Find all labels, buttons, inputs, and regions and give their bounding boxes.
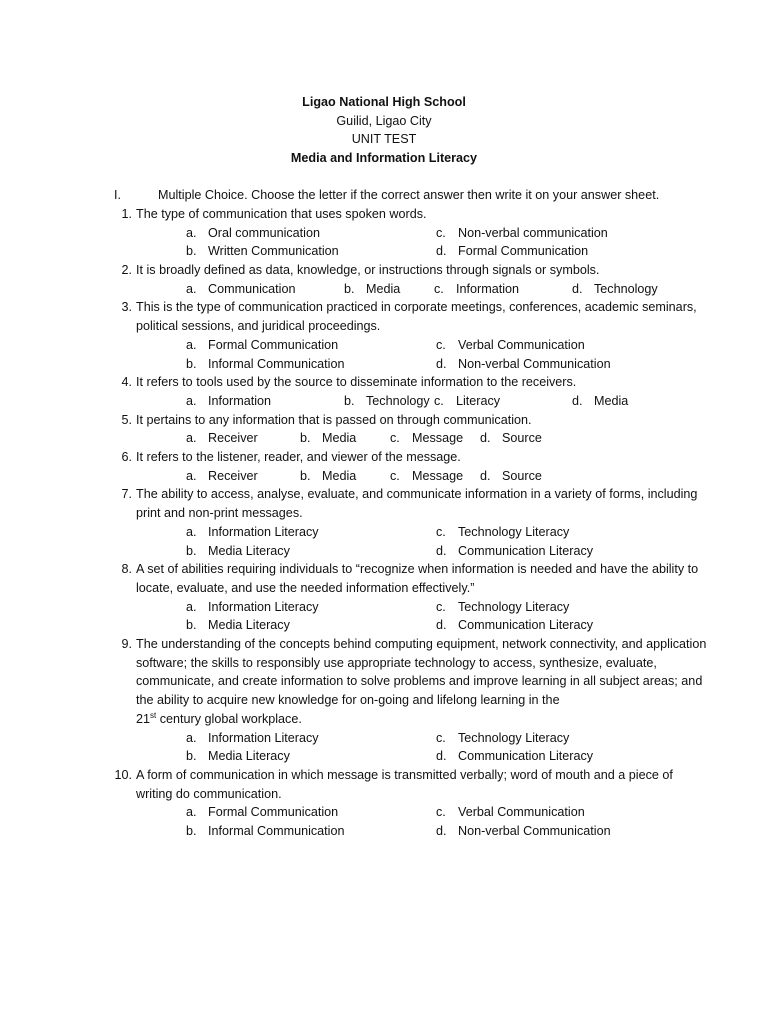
option-text: Technology Literacy xyxy=(458,599,570,614)
question-item xyxy=(108,411,708,448)
question-text: A form of communication in which message is transmitted verbally; word of mouth and a piece of writing do communication. xyxy=(136,767,673,801)
option-text: Informal Communication xyxy=(208,356,345,371)
option-text: Communication Literacy xyxy=(458,749,594,764)
question-item xyxy=(108,448,708,485)
question-text: It pertains to any information that is passed on through communication. xyxy=(136,412,532,427)
options-row xyxy=(136,242,708,261)
option-letter: a. xyxy=(186,431,197,446)
answer-option xyxy=(436,747,593,766)
answer-option xyxy=(186,336,338,355)
answer-option xyxy=(186,280,296,299)
answer-option xyxy=(436,729,569,748)
option-text: Communication Literacy xyxy=(458,618,594,633)
option-letter: b. xyxy=(186,356,197,371)
option-letter: c. xyxy=(436,225,446,240)
option-text: Formal Communication xyxy=(208,805,339,820)
question-number: 5. xyxy=(121,412,132,427)
option-letter: d. xyxy=(436,823,447,838)
option-letter: c. xyxy=(436,730,446,745)
option-letter: b. xyxy=(186,244,197,259)
option-text: Formal Communication xyxy=(208,337,339,352)
option-text: Media Literacy xyxy=(208,618,290,633)
option-letter: d. xyxy=(436,618,447,633)
answer-option xyxy=(300,429,356,448)
option-text: Message xyxy=(412,431,464,446)
answer-option xyxy=(344,280,400,299)
options-row xyxy=(136,280,708,299)
option-letter: a. xyxy=(186,524,197,539)
answer-option xyxy=(572,280,658,299)
question-item xyxy=(108,261,708,298)
question-text: It refers to the listener, reader, and viewer of the message. xyxy=(136,450,461,465)
answer-option xyxy=(186,392,271,411)
options-row xyxy=(136,729,708,748)
question-number: 9. xyxy=(121,636,132,651)
option-text: Technology Literacy xyxy=(458,730,570,745)
answer-option xyxy=(186,355,344,374)
option-text: Information Literacy xyxy=(208,524,319,539)
question-item xyxy=(108,205,708,261)
option-letter: a. xyxy=(186,468,197,483)
options-row xyxy=(136,429,708,448)
option-letter: d. xyxy=(436,244,447,259)
option-text: Media Literacy xyxy=(208,543,290,558)
option-letter: c. xyxy=(436,599,446,614)
ordinal-superscript: st xyxy=(150,710,157,720)
options-row xyxy=(136,336,708,355)
option-letter: b. xyxy=(344,393,355,408)
option-letter: a. xyxy=(186,599,197,614)
option-text: Non-verbal Communication xyxy=(458,356,611,371)
answer-option xyxy=(436,355,611,374)
option-text: Media xyxy=(366,281,401,296)
options-row xyxy=(136,822,708,841)
option-text: Verbal Communication xyxy=(458,337,585,352)
answer-option xyxy=(186,747,290,766)
answer-option xyxy=(434,392,500,411)
option-letter: c. xyxy=(390,431,400,446)
option-letter: a. xyxy=(186,281,197,296)
option-text: Media xyxy=(322,468,357,483)
option-letter: a. xyxy=(186,805,197,820)
question-text-tail-rest: century global workplace. xyxy=(156,711,302,726)
option-letter: c. xyxy=(436,524,446,539)
option-text: Receiver xyxy=(208,468,258,483)
option-text: Media xyxy=(594,393,629,408)
option-letter: d. xyxy=(572,393,583,408)
answer-option xyxy=(436,523,569,542)
option-text: Non-verbal communication xyxy=(458,225,608,240)
options-row xyxy=(136,467,708,486)
option-text: Informal Communication xyxy=(208,823,345,838)
option-text: Communication Literacy xyxy=(458,543,594,558)
question-list xyxy=(108,205,708,841)
option-letter: d. xyxy=(436,356,447,371)
question-text: The ability to access, analyse, evaluate, and communicate information in a variety of forms, including print and non-print messages. xyxy=(136,487,698,521)
option-letter: c. xyxy=(436,805,446,820)
question-item xyxy=(108,560,708,635)
question-item xyxy=(108,635,708,766)
option-letter: c. xyxy=(390,468,400,483)
option-text: Information xyxy=(456,281,519,296)
answer-option xyxy=(186,542,290,561)
option-letter: b. xyxy=(344,281,355,296)
option-text: Media xyxy=(322,431,357,446)
option-letter: d. xyxy=(436,749,447,764)
option-letter: c. xyxy=(434,393,444,408)
answer-option xyxy=(344,392,430,411)
question-text-tail xyxy=(136,710,708,729)
question-item xyxy=(108,766,708,841)
test-type: UNIT TEST xyxy=(351,132,417,147)
options-row xyxy=(136,598,708,617)
answer-option xyxy=(434,280,519,299)
option-text: Receiver xyxy=(208,431,258,446)
answer-option xyxy=(436,224,608,243)
answer-option xyxy=(186,822,344,841)
option-letter: a. xyxy=(186,337,197,352)
question-item xyxy=(108,373,708,410)
answer-option xyxy=(186,803,338,822)
question-number: 3. xyxy=(121,300,132,315)
answer-option xyxy=(186,729,319,748)
answer-option xyxy=(390,429,463,448)
option-text: Technology xyxy=(366,393,430,408)
options-row xyxy=(136,523,708,542)
school-name: Ligao National High School xyxy=(302,95,466,109)
answer-option xyxy=(480,429,542,448)
option-letter: b. xyxy=(186,823,197,838)
option-letter: d. xyxy=(572,281,583,296)
question-number: 1. xyxy=(121,207,132,221)
answer-option xyxy=(186,523,319,542)
answer-option xyxy=(186,429,258,448)
option-text: Technology Literacy xyxy=(458,524,570,539)
subject-title: Media and Information Literacy xyxy=(290,151,478,166)
answer-option xyxy=(436,822,611,841)
option-text: Information Literacy xyxy=(208,730,319,745)
section-instructions: Multiple Choice. Choose the letter if the correct answer then write it on your answer sheet. xyxy=(158,188,660,202)
answer-option xyxy=(436,598,569,617)
answer-option xyxy=(436,803,585,822)
question-item xyxy=(108,298,708,373)
question-text: A set of abilities requiring individuals to “recognize when information is needed and have the ability to locate, evaluate, and use the needed information effectively.” xyxy=(136,562,699,595)
option-text: Message xyxy=(412,468,464,483)
answer-option xyxy=(186,224,320,243)
option-text: Source xyxy=(502,431,542,446)
question-text: The understanding of the concepts behind computing equipment, network connectivity, and application software; the skills to responsibly use appropriate technology to access, synthesize, evaluate, communicate, and create information to solve problems and improve learning in all subject areas; and the ability to acquire new knowledge for on-going and lifelong learning in the xyxy=(136,636,707,708)
answer-option xyxy=(572,392,628,411)
option-text: Source xyxy=(502,468,542,483)
option-letter: d. xyxy=(436,543,447,558)
answer-option xyxy=(480,467,542,486)
answer-option xyxy=(186,467,258,486)
option-text: Information Literacy xyxy=(208,599,319,614)
answer-option xyxy=(436,616,593,635)
answer-option xyxy=(186,616,290,635)
options-row xyxy=(136,542,708,561)
question-number: 7. xyxy=(121,487,132,502)
school-address: Guilid, Ligao City xyxy=(336,113,432,128)
option-letter: b. xyxy=(300,468,311,483)
question-number: 6. xyxy=(121,450,132,465)
option-letter: b. xyxy=(186,543,197,558)
question-text: It refers to tools used by the source to disseminate information to the receivers. xyxy=(136,375,577,390)
answer-option xyxy=(436,336,585,355)
options-row xyxy=(136,616,708,635)
question-text: It is broadly defined as data, knowledge, or instructions through signals or symbols. xyxy=(136,263,600,278)
option-letter: b. xyxy=(186,618,197,633)
answer-option xyxy=(186,598,319,617)
option-letter: b. xyxy=(186,749,197,764)
answer-option xyxy=(436,542,593,561)
question-number: 8. xyxy=(121,562,132,577)
option-text: Written Communication xyxy=(208,244,339,259)
option-letter: d. xyxy=(480,468,491,483)
question-text-tail-number: 21 xyxy=(136,711,151,726)
option-letter: a. xyxy=(186,730,197,745)
question-text: This is the type of communication practiced in corporate meetings, conferences, academic seminars, political sessions, and juridical proceedings. xyxy=(136,300,697,334)
options-row xyxy=(136,224,708,243)
answer-option xyxy=(390,467,463,486)
option-letter: a. xyxy=(186,393,197,408)
option-text: Media Literacy xyxy=(208,749,290,764)
question-number: 10. xyxy=(114,767,132,782)
options-row xyxy=(136,803,708,822)
document-header xyxy=(0,93,768,168)
section-number: I. xyxy=(114,188,121,202)
section-heading xyxy=(114,186,708,205)
options-row xyxy=(136,392,708,411)
answer-option xyxy=(186,242,339,261)
option-letter: b. xyxy=(300,431,311,446)
option-letter: d. xyxy=(480,431,491,446)
option-text: Literacy xyxy=(456,393,501,408)
option-text: Technology xyxy=(594,281,658,296)
question-text: The type of communication that uses spoken words. xyxy=(136,207,427,221)
option-text: Communication xyxy=(208,281,296,296)
answer-option xyxy=(436,242,588,261)
option-text: Oral communication xyxy=(208,225,320,240)
option-text: Non-verbal Communication xyxy=(458,823,611,838)
option-letter: a. xyxy=(186,225,197,240)
option-text: Formal Communication xyxy=(458,244,589,259)
options-row xyxy=(136,355,708,374)
option-text: Information xyxy=(208,393,271,408)
option-letter: c. xyxy=(434,281,444,296)
question-item xyxy=(108,485,708,560)
question-number: 2. xyxy=(121,263,132,278)
option-text: Verbal Communication xyxy=(458,805,585,820)
answer-option xyxy=(300,467,356,486)
option-letter: c. xyxy=(436,337,446,352)
options-row xyxy=(136,747,708,766)
question-number: 4. xyxy=(121,375,132,390)
